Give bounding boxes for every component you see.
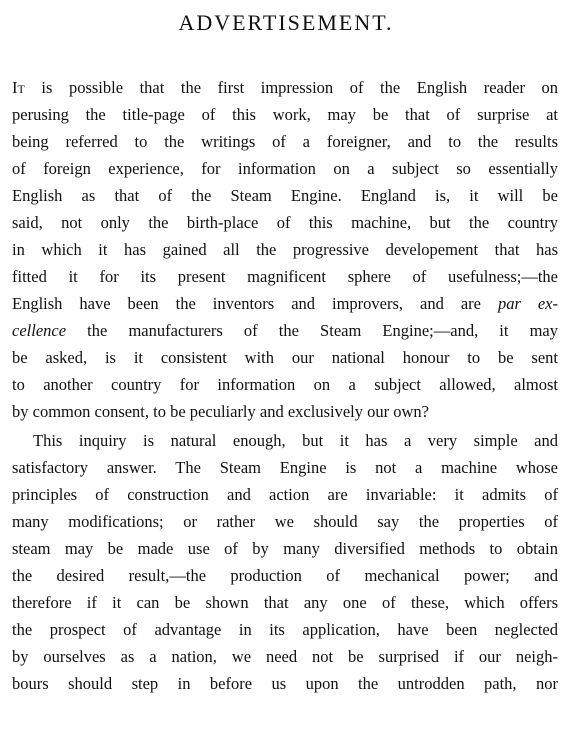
line-text: English have been the inventors and improvers, and are xyxy=(12,294,498,313)
text-line: by common consent, to be peculiarly and exclusively our own? xyxy=(12,402,429,421)
text-line: being referred to the writings of a foreigner, and to the results xyxy=(12,132,558,151)
text-line: of foreign experience, for information on a subject so essentially xyxy=(12,159,558,178)
text-line: be asked, is it consistent with our national honour to be sent xyxy=(12,348,558,367)
text-line: the desired result,—the production of mechanical power; and xyxy=(12,566,558,585)
text-line: therefore if it can be shown that any one of these, which offers xyxy=(12,593,558,612)
text-line: the prospect of advantage in its application, have been neglected xyxy=(12,620,558,639)
text-line: to another country for information on a subject allowed, almost xyxy=(12,375,558,394)
text-line xyxy=(12,76,558,100)
text-line: many modifications; or rather we should say the properties of xyxy=(12,512,558,531)
text-line: by ourselves as a nation, we need not be surprised if our neigh- xyxy=(12,647,558,666)
text-line: satisfactory answer. The Steam Engine is not a machine whose xyxy=(12,458,558,477)
page-heading: ADVERTISEMENT. xyxy=(178,10,394,35)
text-line: steam may be made use of by many diversified methods to obtain xyxy=(12,539,558,558)
text-line: principles of construction and action are invariable: it admits of xyxy=(12,485,558,504)
text-line: This inquiry is natural enough, but it has a very simple and xyxy=(33,431,558,450)
line-text: the manufacturers of the Steam Engine;—and, it may xyxy=(66,321,558,340)
text-line: in which it has gained all the progressive developement that has xyxy=(12,240,558,259)
text-line: fitted it for its present magnificent sphere of usefulness;—the xyxy=(12,267,558,286)
opening-word: It xyxy=(12,78,25,97)
text-line: bours should step in before us upon the untrodden path, nor xyxy=(12,674,558,693)
italic-phrase: par ex- xyxy=(497,294,558,313)
text-line: perusing the title-page of this work, may be that of surprise at xyxy=(12,105,558,124)
text-line xyxy=(12,319,558,343)
text-line xyxy=(12,292,558,316)
line-text: is possible that the first impression of the English reader on xyxy=(24,78,558,97)
text-line: English as that of the Steam Engine. England is, it will be xyxy=(12,186,558,205)
italic-phrase: cellence xyxy=(12,321,67,340)
text-line: said, not only the birth-place of this machine, but the country xyxy=(12,213,558,232)
